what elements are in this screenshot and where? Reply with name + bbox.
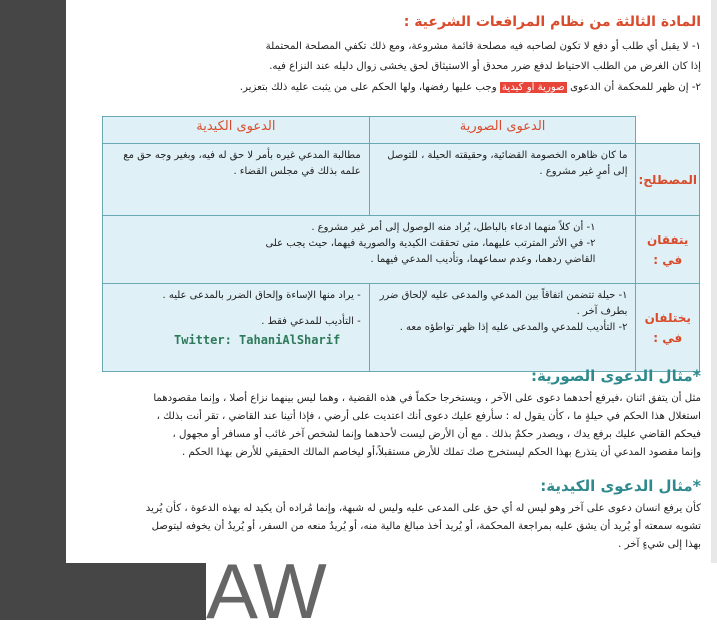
- article-line-2: إذا كان الغرض من الطلب الاحتياط لدفع ضرر محدق أو الاستيثاق لحق يخشى زوال دليله عند النزاع فيه.: [269, 61, 701, 72]
- highlighted-phrase: صورية أو كيدية: [501, 82, 565, 93]
- agree-line-3: القاضي ردهما، وعدم سماعهما، وتأديب المدعي فيهما .: [370, 254, 596, 265]
- header-suri: الدعوى الصورية: [369, 117, 636, 144]
- agree-line-2: ٢- في الأثر المترتب عليهما، متى تحققت الكيدية والصورية فيهما، حيث يجب على: [265, 238, 596, 249]
- differ-suri-2: ٢- التأديب للمدعي والمدعى عليه إذا ظهر تواطؤه معه .: [399, 322, 628, 333]
- cell-agree: [103, 216, 636, 284]
- example2-line-3: بهذا إلى شيءٍ آخر .: [618, 539, 701, 550]
- cell-differ-kaydi: [103, 284, 370, 372]
- aw-overlay-text: AW: [206, 547, 325, 635]
- agree-line-1: ١- أن كلاً منهما ادعاء بالباطل، يُراد منه الوصول إلى أمر غير مشروع .: [311, 222, 596, 233]
- right-edge-strip: [711, 0, 717, 620]
- left-dark-margin: [0, 0, 66, 620]
- row-label-term: المصطلح:: [636, 144, 700, 216]
- example1-line-2: استغلال هذا الحكم في حيلةٍ ما ، كأن يقول له : سأرفع عليك دعوى أنك اعتديت على أرضي ، فإذا أتينا عند القاضي ، تقر أنت بذلك ،: [156, 411, 701, 422]
- header-kaydi: الدعوى الكيدية: [103, 117, 370, 144]
- article-heading: المادة الثالثة من نظام المرافعات الشرعية :: [403, 14, 701, 30]
- article-line-1: ١- لا يقبل أي طلب أو دفع لا تكون لصاحبه فيه مصلحة قائمة مشروعة، ومع ذلك تكفي المصلحة المحتملة: [265, 41, 701, 52]
- differ-kaydi-1: - يراد منها الإساءة وإلحاق الضرر بالمدعى عليه .: [162, 290, 361, 301]
- table-corner: [636, 117, 700, 144]
- example1-line-1: مثل أن يتفق اثنان ،فيرفع أحدهما دعوى على الآخر ، ويستخرجا حكماً في هذه القضية ، وهما ليس بينهما نزاع أصلا ، وإنما مقصودهما: [153, 393, 701, 404]
- example2-heading: [74, 477, 701, 497]
- cell-term-suri: ما كان ظاهره الخصومة القضائية، وحقيقته الحيلة ، للتوصل إلى أمرٍ غير مشروع .: [369, 144, 636, 216]
- article-line-3-after: وجب عليها رفضها، ولها الحكم على من يثبت عليه ذلك بتعزير.: [239, 82, 497, 93]
- example2-line-1: كأن يرفع انسان دعوى على آخر وهو ليس له أي حق على المدعى عليه وليس له شبهة، وإنما مُراده أن يكيد له بهذه الدعوة ، كأن يُريد: [145, 503, 701, 514]
- bottom-dark-block: [66, 563, 206, 620]
- article-line-3-before: ٢- إن ظهر للمحكمة أن الدعوى: [570, 82, 701, 93]
- example1-line-4: وإنما مقصود المدعي أن يتذرع بهذا الحكم ليستخرج صك تملك للأرض مستقبلاً،أو ليخاصم المالك الحقيقي للأرض بهذا الحكم .: [181, 447, 701, 458]
- example2-line-2: تشويه سمعته أو يُريد أن يشق عليه بمراجعة المحكمة، أو يُريد أخذ مبالغ مالية منه، أو يُريدُ منعه من السفر، أو يُريدُ أن يخوفه ليتوصل: [151, 521, 701, 532]
- document-page: [66, 0, 711, 563]
- star-icon: *: [692, 366, 701, 385]
- example2-title: مثال الدعوى الكيدية:: [540, 477, 693, 495]
- article-line-3: [74, 79, 701, 96]
- row-label-differ: يختلفان في :: [636, 284, 700, 372]
- row-label-agree: يتفقان في :: [636, 216, 700, 284]
- differ-kaydi-2: - التأديب للمدعي فقط .: [261, 316, 361, 327]
- bottom-bar: [66, 563, 717, 620]
- example1-line-3: فيحكم القاضي عليك برفع يدك ، ويصدر حكمٌ بذلك . مع أن الأرض ليست لأحدهما وإنما لشخص آخر غائب أو مسافر أو مجهول ،: [172, 429, 701, 440]
- cell-differ-suri: [369, 284, 636, 372]
- example1-heading: [74, 367, 701, 387]
- twitter-watermark: Twitter: TahaniAlSharif: [174, 333, 341, 347]
- star-icon: *: [692, 476, 701, 495]
- differ-suri-1: ١- حيلة تتضمن اتفاقاً بين المدعي والمدعى عليه لإلحاق ضرر بطرف آخر .: [379, 290, 628, 317]
- example1-title: مثال الدعوى الصورية:: [530, 367, 693, 385]
- cell-term-kaydi: مطالبة المدعي غيره بأمر لا حق له فيه، وبغير وجه حق مع علمه بذلك في مجلس القضاء .: [103, 144, 370, 216]
